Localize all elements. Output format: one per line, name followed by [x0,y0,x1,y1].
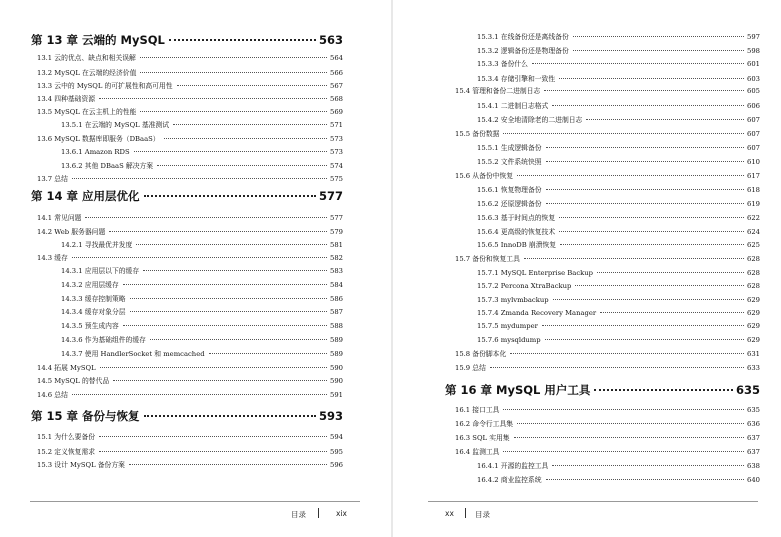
toc-entry-page-number: 633 [747,364,760,372]
toc-subsection-entry [477,156,760,168]
toc-entry-page-number: 635 [735,383,760,397]
toc-entry-page-number: 573 [330,148,343,156]
toc-entry-page-number: 590 [330,364,343,372]
toc-entry-title: 15.4.1 二进制日志格式 [477,102,549,110]
toc-subsection-entry [477,474,760,486]
toc-entry-title: 15.8 备份脚本化 [455,350,507,358]
toc-entry-title: 15.3.4 存储引擎和一致性 [477,75,556,83]
toc-entry-title: 13.5.1 在云端的 MySQL 基准测试 [61,121,170,129]
toc-entry-page-number: 619 [747,200,760,208]
dot-leader [490,367,744,368]
toc-entry-page-number: 596 [330,461,343,469]
dot-leader [173,124,327,125]
toc-entry-title: 15.7 备份和恢复工具 [455,255,520,263]
toc-entry-page-number: 628 [747,269,760,277]
footer-rule [428,501,758,502]
toc-section-entry [37,431,343,443]
footer-section-title: 目录 [291,510,306,519]
dot-leader [72,178,327,179]
toc-entry-title: 15.5 备份数据 [455,130,500,138]
dot-leader [209,353,327,354]
toc-entry-title: 14.3.3 缓存控制策略 [61,295,126,303]
toc-subsection-entry [61,293,343,305]
toc-subsection-entry [477,320,760,332]
toc-entry-title: 16.4.1 开源的监控工具 [477,462,549,470]
toc-entry-title: 14.2 Web 服务器问题 [37,228,106,236]
dot-leader [600,312,744,313]
toc-entry-page-number: 597 [747,33,760,41]
toc-entry-title: 14.6 总结 [37,391,68,399]
toc-chapter-entry [445,382,760,398]
dot-leader [72,257,327,258]
dot-leader [546,161,744,162]
dot-leader [144,415,316,417]
toc-entry-page-number: 590 [330,377,343,385]
dot-leader [140,57,327,58]
dot-leader [517,423,744,424]
toc-section-entry [37,459,343,471]
toc-subsection-entry [61,306,343,318]
toc-entry-page-number: 617 [747,172,760,180]
dot-leader [524,258,744,259]
dot-leader [140,72,327,73]
toc-entry-title: 14.3 缓存 [37,254,68,262]
toc-entry-title: 13.1 云的优点、缺点和相关误解 [37,54,136,62]
right-footer [393,497,781,537]
toc-section-entry [37,52,343,64]
toc-entry-page-number: 631 [747,350,760,358]
toc-section-entry [37,173,343,185]
toc-entry-page-number: 605 [747,87,760,95]
toc-chapter-entry [31,32,343,48]
toc-subsection-entry [477,58,760,70]
toc-subsection-entry [61,119,343,131]
dot-leader [134,151,327,152]
toc-section-entry [37,362,343,374]
dot-leader [157,165,327,166]
toc-section-entry [37,93,343,105]
toc-entry-title: 15.4.2 安全地清除老的二进制日志 [477,116,583,124]
dot-leader [510,353,744,354]
toc-entry-page-number: 566 [330,69,343,77]
toc-entry-title: 15.6.1 恢复物理备份 [477,186,542,194]
toc-entry-title: 13.6 MySQL 数据库即服务（DBaaS） [37,135,160,143]
toc-section-entry [455,253,760,265]
toc-section-entry [37,252,343,264]
dot-leader [546,479,744,480]
dot-leader [113,380,327,381]
toc-entry-page-number: 577 [330,214,343,222]
dot-leader [546,203,744,204]
toc-entry-page-number: 625 [747,241,760,249]
footer-section-title: 目录 [475,510,490,519]
toc-section-entry [37,212,343,224]
toc-entry-title: 14.3.7 使用 HandlerSocket 和 memcached [61,350,205,358]
toc-entry-page-number: 637 [747,434,760,442]
dot-leader [545,339,744,340]
toc-entry-title: 16.3 SQL 实用集 [455,434,510,442]
toc-entry-page-number: 624 [747,228,760,236]
toc-subsection-entry [61,334,343,346]
toc-entry-title: 15.6 从备份中恢复 [455,172,514,180]
toc-entry-page-number: 638 [747,462,760,470]
toc-section-entry [37,67,343,79]
dot-leader [72,394,327,395]
toc-entry-title: 14.3.6 作为基础组件的缓存 [61,336,146,344]
toc-subsection-entry [477,184,760,196]
toc-entry-page-number: 587 [330,308,343,316]
toc-subsection-entry [61,265,343,277]
toc-entry-title: 15.7.5 mydumper [477,322,538,330]
left-footer [0,497,390,537]
toc-entry-page-number: 628 [747,255,760,263]
toc-subsection-entry [477,239,760,251]
dot-leader [169,39,316,41]
toc-subsection-entry [477,142,760,154]
toc-entry-title: 15.7.1 MySQL Enterprise Backup [477,269,593,277]
toc-entry-page-number: 568 [330,95,343,103]
toc-chapter-entry [31,188,343,204]
dot-leader [129,464,327,465]
toc-entry-page-number: 595 [330,448,343,456]
toc-entry-page-number: 629 [747,309,760,317]
dot-leader [130,311,327,312]
dot-leader [503,133,744,134]
toc-subsection-entry [477,280,760,292]
toc-subsection-entry [477,267,760,279]
toc-entry-title: 13.3 云中的 MySQL 的可扩展性和高可用性 [37,82,173,90]
toc-entry-page-number: 588 [330,322,343,330]
toc-entry-page-number: 586 [330,295,343,303]
toc-entry-title: 15.3.1 在线备份还是离线备份 [477,33,569,41]
toc-entry-title: 15.3.3 备份什么 [477,60,528,68]
dot-leader [177,85,327,86]
toc-entry-title: 14.3.2 应用层缓存 [61,281,119,289]
toc-subsection-entry [477,114,760,126]
toc-entry-page-number: 601 [747,60,760,68]
toc-entry-title: 15.6.2 还原逻辑备份 [477,200,542,208]
toc-entry-title: 13.7 总结 [37,175,68,183]
dot-leader [100,367,327,368]
toc-subsection-entry [477,460,760,472]
dot-leader [586,119,744,120]
toc-entry-title: 14.4 拓展 MySQL [37,364,96,372]
toc-entry-page-number: 629 [747,336,760,344]
toc-entry-title: 15.6.4 更高级的恢复技术 [477,228,556,236]
toc-entry-page-number: 589 [330,350,343,358]
toc-entry-page-number: 574 [330,162,343,170]
toc-entry-title: 15.7.3 mylvmbackup [477,296,549,304]
toc-entry-page-number: 598 [747,47,760,55]
toc-entry-title: 15.1 为什么要备份 [37,433,96,441]
toc-entry-title: 15.2 定义恢复需求 [37,448,96,456]
toc-entry-title: 14.3.1 应用层以下的缓存 [61,267,140,275]
toc-section-entry [37,80,343,92]
toc-entry-page-number: 575 [330,175,343,183]
toc-subsection-entry [61,320,343,332]
toc-entry-title: 第 14 章 应用层优化 [31,189,140,203]
footer-rule [30,501,360,502]
toc-subsection-entry [61,279,343,291]
toc-entry-page-number: 603 [747,75,760,83]
toc-entry-title: 14.1 常见问题 [37,214,82,222]
toc-subsection-entry [61,348,343,360]
toc-entry-page-number: 563 [318,33,343,47]
toc-subsection-entry [477,307,760,319]
toc-section-entry [455,85,760,97]
dot-leader [123,325,327,326]
dot-leader [553,299,744,300]
dot-leader [552,465,744,466]
toc-section-entry [455,404,760,416]
toc-entry-page-number: 579 [330,228,343,236]
dot-leader [546,189,744,190]
dot-leader [99,98,327,99]
dot-leader [517,175,744,176]
toc-section-entry [455,446,760,458]
toc-entry-page-number: 618 [747,186,760,194]
dot-leader [99,436,327,437]
toc-entry-title: 16.4 监测工具 [455,448,500,456]
toc-section-entry [37,389,343,401]
dot-leader [560,244,744,245]
toc-entry-page-number: 581 [330,241,343,249]
footer-separator [465,508,466,518]
toc-entry-title: 14.3.5 预生成内容 [61,322,119,330]
toc-section-entry [37,226,343,238]
toc-entry-title: 15.3.2 逻辑备份还是物理备份 [477,47,569,55]
toc-entry-page-number: 629 [747,322,760,330]
dot-leader [150,339,327,340]
toc-subsection-entry [477,198,760,210]
toc-entry-page-number: 569 [330,108,343,116]
toc-entry-title: 16.4.2 商业监控系统 [477,476,542,484]
toc-entry-page-number: 607 [747,144,760,152]
toc-section-entry [455,362,760,374]
toc-entry-page-number: 593 [318,409,343,423]
toc-section-entry [37,446,343,458]
dot-leader [136,244,327,245]
toc-entry-title: 第 16 章 MySQL 用户工具 [445,383,591,397]
dot-leader [164,138,327,139]
toc-entry-title: 15.6.5 InnoDB 崩溃恢复 [477,241,557,249]
toc-entry-page-number: 606 [747,102,760,110]
toc-entry-page-number: 635 [747,406,760,414]
toc-subsection-entry [477,334,760,346]
toc-chapter-entry [31,408,343,424]
dot-leader [109,231,327,232]
toc-subsection-entry [61,160,343,172]
dot-leader [544,90,744,91]
dot-leader [542,325,744,326]
dot-leader [503,409,744,410]
toc-entry-title: 13.4 四种基础资源 [37,95,96,103]
dot-leader [594,389,733,391]
dot-leader [573,50,744,51]
toc-entry-title: 16.2 命令行工具集 [455,420,514,428]
toc-entry-page-number: 629 [747,296,760,304]
dot-leader [559,231,744,232]
toc-entry-title: 第 13 章 云端的 MySQL [31,33,165,47]
toc-entry-title: 15.6.3 基于时间点的恢复 [477,214,556,222]
right-page [393,0,781,537]
toc-subsection-entry [477,31,760,43]
toc-entry-title: 13.6.2 其他 DBaaS 解决方案 [61,162,154,170]
toc-entry-title: 15.3 设计 MySQL 备份方案 [37,461,125,469]
toc-entry-page-number: 573 [330,135,343,143]
left-page [0,0,390,537]
toc-entry-title: 13.2 MySQL 在云端的经济价值 [37,69,137,77]
toc-entry-title: 15.5.2 文件系统快照 [477,158,542,166]
dot-leader [597,272,744,273]
toc-entry-title: 15.7.6 mysqldump [477,336,541,344]
toc-entry-page-number: 577 [318,189,343,203]
footer-separator [318,508,319,518]
dot-leader [552,105,744,106]
toc-entry-page-number: 591 [330,391,343,399]
toc-entry-page-number: 610 [747,158,760,166]
toc-entry-title: 15.9 总结 [455,364,486,372]
dot-leader [99,451,327,452]
toc-subsection-entry [61,146,343,158]
toc-section-entry [37,375,343,387]
footer-page-number: xix [336,509,347,518]
toc-entry-page-number: 628 [747,282,760,290]
toc-entry-title: 第 15 章 备份与恢复 [31,409,140,423]
toc-entry-page-number: 640 [747,476,760,484]
toc-entry-page-number: 564 [330,54,343,62]
toc-entry-page-number: 622 [747,214,760,222]
toc-entry-page-number: 584 [330,281,343,289]
toc-entry-title: 15.5.1 生成逻辑备份 [477,144,542,152]
dot-leader [532,63,744,64]
toc-entry-title: 15.7.2 Percona XtraBackup [477,282,572,290]
toc-entry-title: 15.4 管理和备份二进制日志 [455,87,541,95]
toc-entry-page-number: 571 [330,121,343,129]
dot-leader [559,78,744,79]
dot-leader [573,36,744,37]
toc-entry-title: 13.6.1 Amazon RDS [61,148,130,156]
toc-entry-page-number: 583 [330,267,343,275]
toc-subsection-entry [477,45,760,57]
toc-entry-title: 14.2.1 寻找最优并发度 [61,241,133,249]
toc-entry-page-number: 594 [330,433,343,441]
dot-leader [140,111,327,112]
dot-leader [559,217,744,218]
toc-entry-title: 14.5 MySQL 的替代品 [37,377,110,385]
toc-entry-title: 14.3.4 缓存对象分层 [61,308,126,316]
dot-leader [130,298,327,299]
toc-section-entry [455,348,760,360]
toc-subsection-entry [477,73,760,85]
toc-entry-title: 13.5 MySQL 在云主机上的性能 [37,108,137,116]
toc-entry-page-number: 589 [330,336,343,344]
dot-leader [144,195,316,197]
dot-leader [123,284,327,285]
toc-entry-title: 15.7.4 Zmanda Recovery Manager [477,309,597,317]
toc-section-entry [455,128,760,140]
dot-leader [143,270,327,271]
toc-section-entry [455,170,760,182]
toc-section-entry [455,418,760,430]
toc-section-entry [37,106,343,118]
toc-subsection-entry [477,100,760,112]
toc-entry-page-number: 607 [747,116,760,124]
toc-entry-page-number: 636 [747,420,760,428]
toc-subsection-entry [477,212,760,224]
toc-subsection-entry [477,294,760,306]
dot-leader [85,217,327,218]
toc-entry-page-number: 607 [747,130,760,138]
toc-entry-page-number: 582 [330,254,343,262]
toc-section-entry [37,133,343,145]
toc-section-entry [455,432,760,444]
footer-page-number: xx [445,509,454,518]
toc-subsection-entry [477,226,760,238]
toc-subsection-entry [61,239,343,251]
dot-leader [546,147,744,148]
toc-entry-page-number: 637 [747,448,760,456]
dot-leader [503,451,744,452]
toc-entry-page-number: 567 [330,82,343,90]
dot-leader [514,437,744,438]
toc-entry-title: 16.1 接口工具 [455,406,500,414]
dot-leader [575,285,744,286]
